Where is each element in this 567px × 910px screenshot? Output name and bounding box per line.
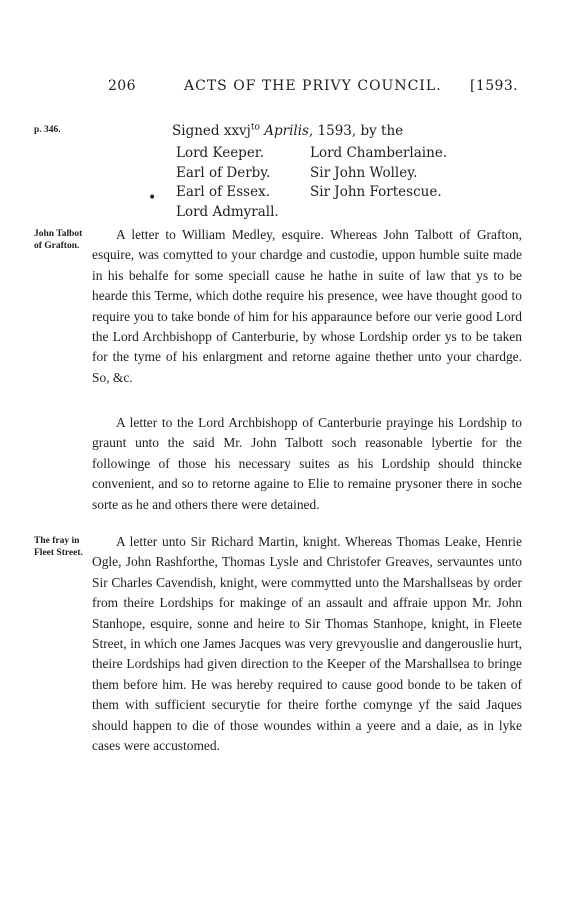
paragraph-text: A letter unto Sir Richard Martin, knight. Whereas Thomas Leake, Henrie Ogle, John Rashforthe, Thomas Lysle and Christofer Greaves, servauntes unto Sir Charles Cavendish, knight, were commytted unto the Marshallseas by order from theire Lordships for makinge of an assault and affraie uppon Mr. John Stanhope, esquire, sonne and heire to Sir Thomas Stanhope, knight, in Fleete Street, in which one James Jacques was very grevyouslie and dangerouslie hurt, theire Lordships had given direction to the Keeper of the Marshallsea to bringe them before him. He was hereby required to cause good bonde to be taken of them with sufficient securytie for theire forthe comynge yf the said Jaques should happen to die of those woundes within a yeere and a daie, as in lyke cases were accustomed. — [92, 534, 522, 754]
margin-note-line: The fray in — [34, 536, 80, 546]
paragraph-text: A letter to William Medley, esquire. Whereas John Talbott of Grafton, esquire, was comytted to your chardge and custodie, uppon humble suite made in his behalfe for some speciall cause he hathe in suite of law that ys to be hearde this Terme, which dothe require his presence, wee have thought good to require you to take bonde of him for his apparaunce before our verie good Lord the Lord Archbishopp of Canterburie, by whose Lordship order ys to be taken for the tyme of his enlargment and retorne againe thether unto your chardge. So, &c. — [92, 227, 522, 385]
signatories-right — [310, 144, 447, 203]
signed-month: Aprilis — [264, 123, 309, 139]
signatory: Lord Chamberlaine. — [310, 145, 448, 161]
signatory: Sir John Fortescue. — [310, 184, 442, 200]
margin-page-reference: p. 346. — [34, 125, 61, 135]
paragraph-text: A letter to the Lord Archbishopp of Canterburie prayinge his Lordship to graunt unto the said Mr. John Talbott soch reasonable lybertie for the followinge of those his necessary suites as his Lordship should thincke convenient, and so to retorne againe to Elie to remaine prysoner there in soche sorte as he and others there were detained. — [92, 415, 522, 512]
page-title: ACTS OF THE PRIVY COUNCIL. — [184, 78, 442, 94]
signed-suffix: , 1593, by the — [308, 123, 404, 139]
paragraph-letter-martin — [92, 532, 522, 756]
paragraph-letter-archbishop — [92, 413, 522, 515]
bullet-mark: • — [148, 190, 157, 206]
signatory: Earl of Derby. — [176, 164, 271, 181]
signatory: Sir John Wolley. — [310, 164, 418, 181]
signed-prefix: Signed xxvj — [172, 123, 251, 139]
signatories-left — [176, 144, 279, 222]
margin-note-line: John Talbot — [34, 229, 83, 239]
signatory: Lord Keeper. — [176, 145, 265, 161]
signed-line — [172, 123, 403, 139]
signatory: Lord Admyrall. — [176, 203, 279, 220]
page-number: 206 — [108, 78, 136, 94]
signed-superscript: to — [250, 122, 260, 133]
paragraph-letter-medley — [92, 225, 522, 388]
header-year: [1593. — [470, 78, 518, 94]
margin-note-line: of Grafton. — [34, 241, 80, 251]
margin-note-line: Fleet Street. — [34, 548, 83, 558]
signatory: Earl of Essex. — [176, 184, 270, 200]
